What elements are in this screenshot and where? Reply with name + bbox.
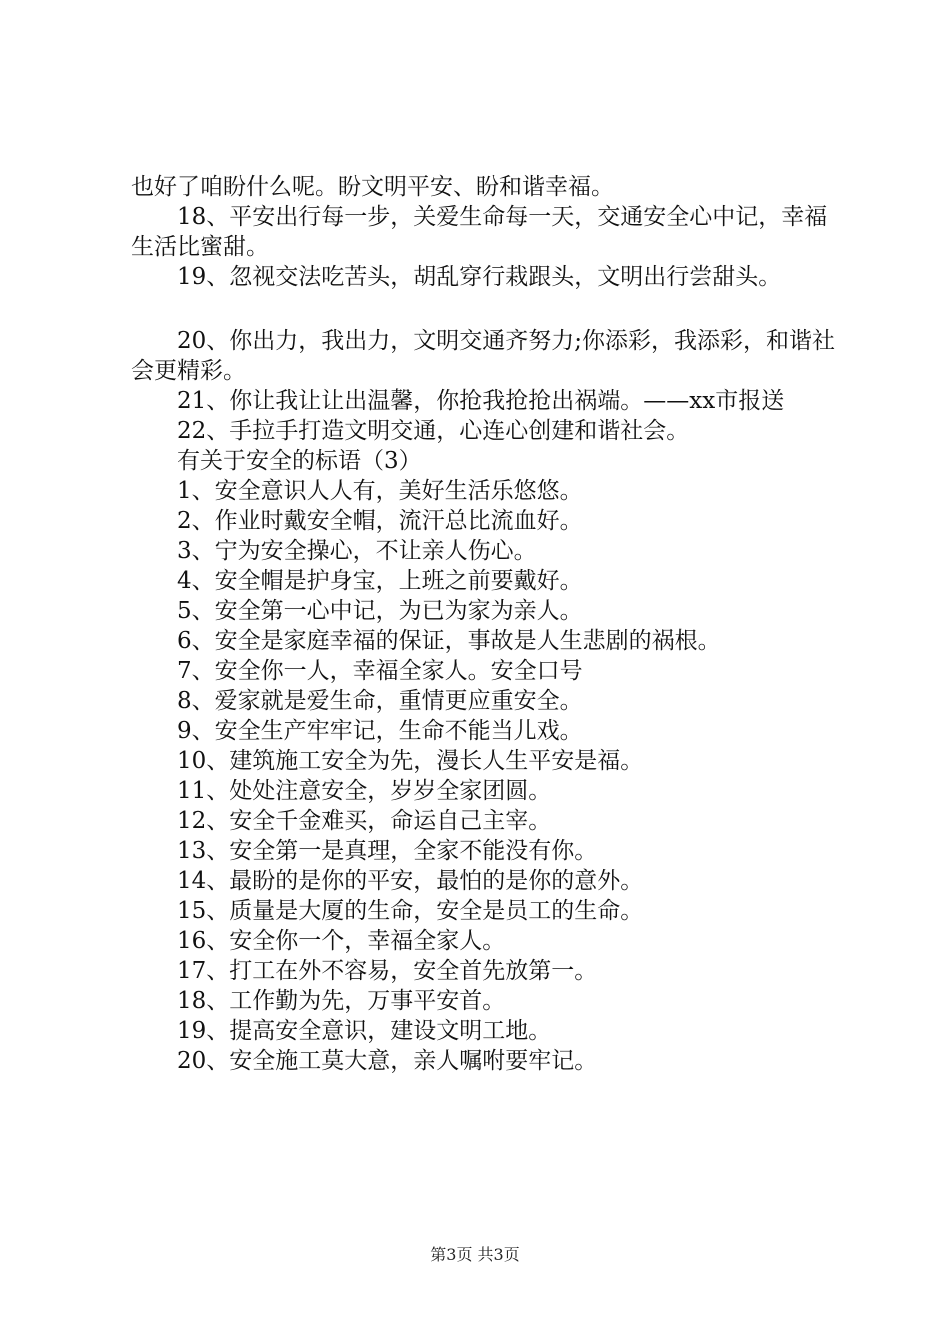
page-footer: 第3页 共3页 (430, 1245, 520, 1264)
safety-slogan-9: 9、安全生产牢牢记，生命不能当儿戏。 (177, 718, 583, 744)
safety-slogan-8: 8、爱家就是爱生命，重情更应重安全。 (177, 688, 583, 714)
slogan-22-traffic: 22、手拉手打造文明交通，心连心创建和谐社会。 (177, 418, 690, 444)
safety-slogan-11: 11、处处注意安全，岁岁全家团圆。 (177, 778, 552, 804)
safety-slogan-13: 13、安全第一是真理，全家不能没有你。 (177, 838, 598, 864)
safety-slogan-4: 4、安全帽是护身宝，上班之前要戴好。 (177, 568, 583, 594)
slogan-20-traffic: 20、你出力，我出力，文明交通齐努力;你添彩，我添彩，和谐社会更精彩。 (131, 328, 836, 384)
safety-slogan-2: 2、作业时戴安全帽，流汗总比流血好。 (177, 508, 583, 534)
safety-slogan-10: 10、建筑施工安全为先，漫长人生平安是福。 (177, 748, 644, 774)
paragraph-continuation: 也好了咱盼什么呢。盼文明平安、盼和谐幸福。 (131, 174, 614, 200)
safety-slogan-16: 16、安全你一个，幸福全家人。 (177, 928, 506, 954)
slogan-21-traffic: 21、你让我让让出温馨，你抢我抢抢出祸端。——xx市报送 (177, 388, 785, 414)
safety-slogan-19: 19、提高安全意识，建设文明工地。 (177, 1018, 552, 1044)
safety-slogan-3: 3、宁为安全操心，不让亲人伤心。 (177, 538, 537, 564)
safety-slogan-6: 6、安全是家庭幸福的保证，事故是人生悲剧的祸根。 (177, 628, 721, 654)
safety-slogan-5: 5、安全第一心中记，为已为家为亲人。 (177, 598, 583, 624)
safety-slogan-14: 14、最盼的是你的平安，最怕的是你的意外。 (177, 868, 644, 894)
slogan-18-traffic: 18、平安出行每一步，关爱生命每一天，交通安全心中记，幸福生活比蜜甜。 (131, 204, 828, 260)
safety-slogan-18: 18、工作勤为先，万事平安首。 (177, 988, 506, 1014)
slogan-19-traffic: 19、忽视交法吃苦头，胡乱穿行栽跟头，文明出行尝甜头。 (177, 264, 782, 290)
section-heading: 有关于安全的标语（3） (177, 448, 422, 474)
safety-slogan-15: 15、质量是大厦的生命，安全是员工的生命。 (177, 898, 644, 924)
safety-slogan-7: 7、安全你一人，幸福全家人。安全口号 (177, 658, 583, 684)
safety-slogan-12: 12、安全千金难买，命运自己主宰。 (177, 808, 552, 834)
safety-slogan-20: 20、安全施工莫大意，亲人嘱咐要牢记。 (177, 1048, 598, 1074)
document-body (131, 172, 841, 1076)
paragraph-gap (131, 292, 841, 326)
safety-slogan-17: 17、打工在外不容易，安全首先放第一。 (177, 958, 598, 984)
safety-slogan-1: 1、安全意识人人有，美好生活乐悠悠。 (177, 478, 583, 504)
